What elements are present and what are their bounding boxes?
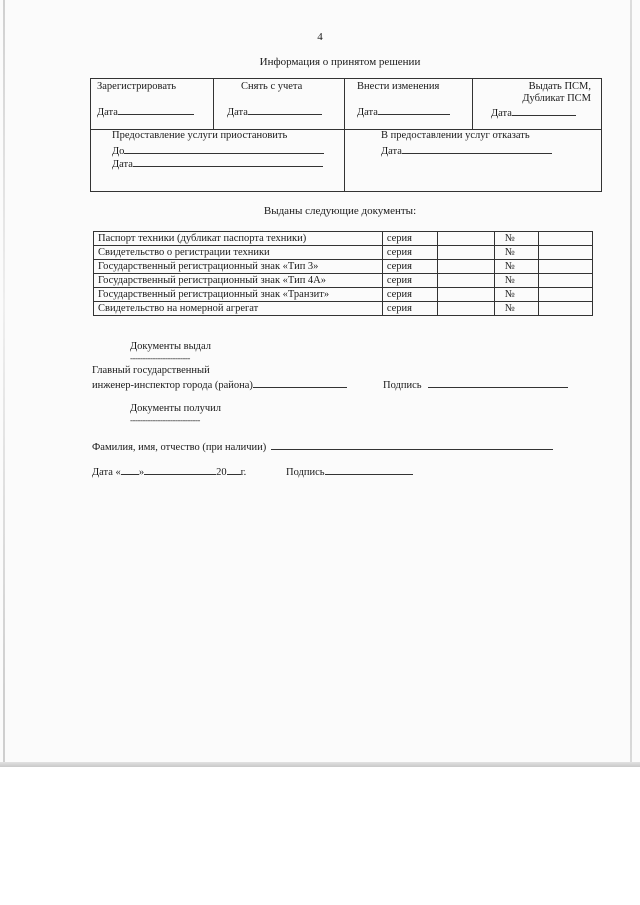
series-label: серия [382,260,437,274]
issued-by-position-line1: Главный государственный [92,365,210,376]
document-name: Свидетельство на номерной агрегат [94,302,383,316]
series-value-field[interactable] [437,246,494,260]
deregister-date-line[interactable] [248,104,322,115]
number-value-field[interactable] [538,232,592,246]
decision-table-col-divider [344,79,345,191]
decision-table [90,78,602,192]
received-by-year-suffix: г. [240,467,247,478]
issue-psm-label-line2: Дубликат ПСМ [522,93,591,104]
received-by-day-line[interactable] [121,464,139,475]
issued-by-label: Документы выдал [130,341,212,352]
suspend-date-label: Дата [112,159,133,170]
received-by-date[interactable] [92,464,246,479]
received-by-full-name[interactable] [92,439,553,454]
received-by-full-name-label: Фамилия, имя, отчество (при наличии) [92,442,267,453]
document-name: Паспорт техники (дубликат паспорта техники) [94,232,383,246]
modify-label: Внести изменения [357,81,440,92]
documents-table-row [94,246,593,260]
document-name: Государственный регистрационный знак «Транзит» [94,288,383,302]
received-by-signature-line[interactable] [325,464,413,475]
deregister-date[interactable] [227,104,322,119]
suspend-date[interactable] [112,156,323,171]
issued-by-position[interactable] [92,377,347,392]
number-value-field[interactable] [538,288,592,302]
document-name: Государственный регистрационный знак «Тип 3» [94,260,383,274]
documents-table-row [94,232,593,246]
number-label: № [494,274,538,288]
received-by-full-name-line[interactable] [271,439,553,450]
received-by-year-prefix: 20 [216,467,227,478]
issue-psm-label-line1: Выдать ПСМ, [528,81,591,92]
number-value-field[interactable] [538,246,592,260]
series-value-field[interactable] [437,274,494,288]
issued-by-position-line2: инженер-инспектор города (района) [92,380,253,391]
issued-by-signature-line[interactable] [428,377,568,388]
series-value-field[interactable] [437,260,494,274]
received-by-label: Документы получил [130,403,222,414]
document-name: Свидетельство о регистрации техники [94,246,383,260]
received-by-month-line[interactable] [144,464,216,475]
series-value-field[interactable] [437,302,494,316]
modify-date[interactable] [357,104,450,119]
page-left-edge [3,0,5,765]
suspend-until-label: До [112,146,125,157]
series-value-field[interactable] [437,288,494,302]
documents-table [93,231,593,316]
issued-by-signature[interactable] [383,377,568,392]
register-date-line[interactable] [118,104,194,115]
documents-table-row [94,288,593,302]
issue-psm-date-label: Дата [491,108,512,119]
decision-table-col-divider [472,79,473,129]
received-by-date-prefix: Дата « [92,467,121,478]
register-date-label: Дата [97,107,118,118]
suspend-label: Предоставление услуги приостановить [112,130,288,141]
documents-table-row [94,274,593,288]
issued-by-dashes: ------------------------ [130,353,190,363]
refuse-label: В предоставлении услуг отказать [381,130,530,141]
received-by-year-line[interactable] [227,464,241,475]
issue-psm-date-line[interactable] [512,105,576,116]
received-by-signature[interactable] [286,464,413,479]
documents-section-title: Выданы следующие документы: [263,205,417,217]
series-label: серия [382,246,437,260]
page-right-edge [630,0,632,765]
issue-psm-date[interactable] [491,105,576,120]
series-label: серия [382,274,437,288]
number-label: № [494,246,538,260]
issued-by-signature-label: Подпись [383,380,422,391]
number-value-field[interactable] [538,274,592,288]
number-label: № [494,302,538,316]
number-value-field[interactable] [538,302,592,316]
modify-date-label: Дата [357,107,378,118]
received-by-date-mid: » [138,467,145,478]
suspend-date-line[interactable] [133,156,323,167]
suspend-until-line[interactable] [124,143,324,154]
received-by-dashes: ---------------------------- [130,415,200,425]
series-label: серия [382,288,437,302]
register-label: Зарегистрировать [97,81,177,92]
refuse-date[interactable] [381,143,552,158]
documents-table-row [94,302,593,316]
modify-date-line[interactable] [378,104,450,115]
number-label: № [494,232,538,246]
page-number: 4 [317,31,323,43]
deregister-label: Снять с учета [241,81,303,92]
deregister-date-label: Дата [227,107,248,118]
register-date[interactable] [97,104,194,119]
series-label: серия [382,302,437,316]
issued-by-name-line[interactable] [253,377,347,388]
decision-table-col-divider [213,79,214,129]
number-label: № [494,260,538,274]
number-value-field[interactable] [538,260,592,274]
refuse-date-line[interactable] [402,143,552,154]
decision-section-title: Информация о принятом решении [259,56,421,68]
series-value-field[interactable] [437,232,494,246]
documents-table-row [94,260,593,274]
refuse-date-label: Дата [381,146,402,157]
series-label: серия [382,232,437,246]
page-bottom-edge [0,762,640,767]
document-name: Государственный регистрационный знак «Тип 4А» [94,274,383,288]
number-label: № [494,288,538,302]
received-by-signature-label: Подпись [286,467,325,478]
